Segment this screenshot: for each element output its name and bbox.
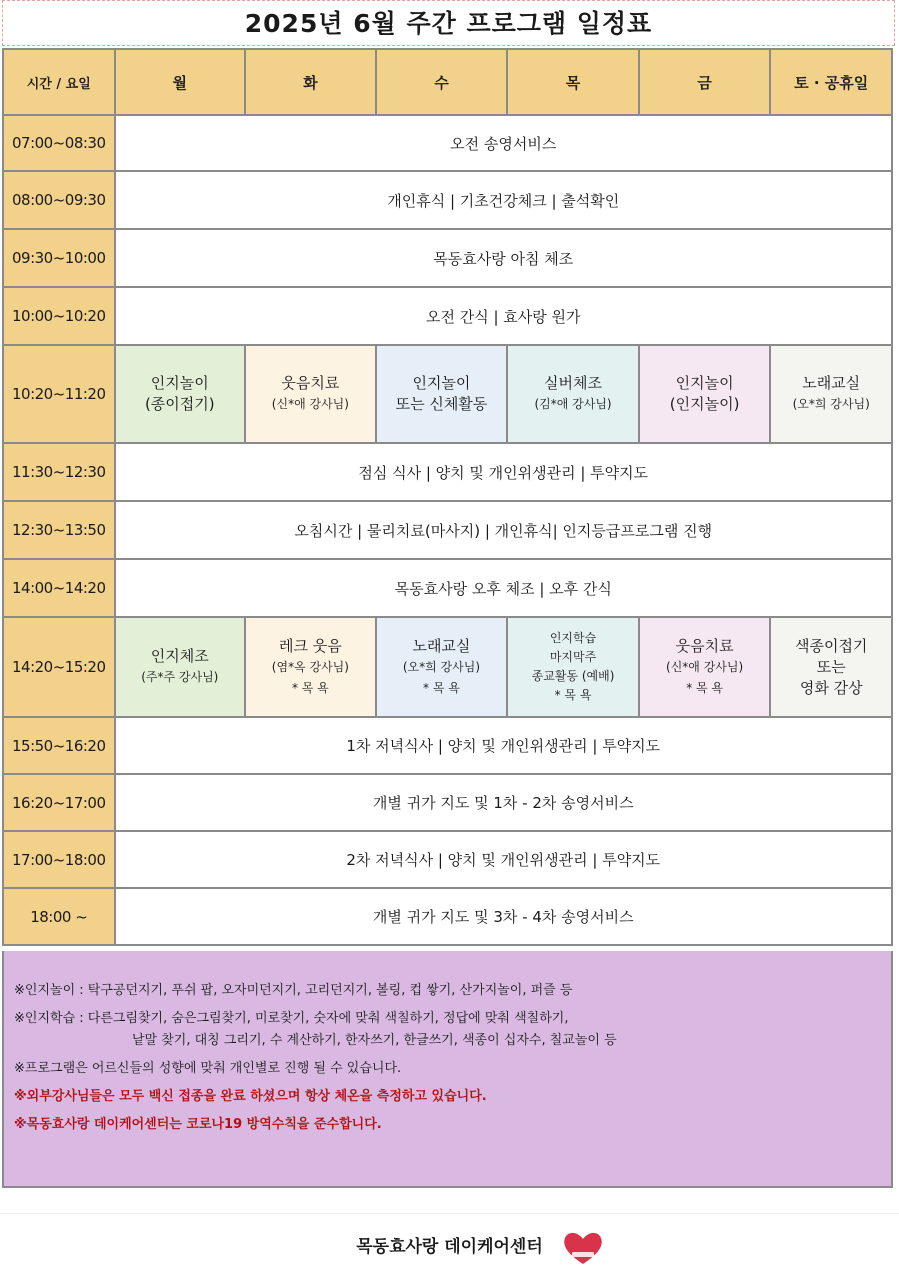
program-cell-wed bbox=[376, 345, 508, 443]
time-cell: 12:30~13:50 bbox=[3, 501, 115, 559]
program-cell-sat bbox=[770, 617, 892, 717]
footer-divider bbox=[0, 1213, 899, 1214]
time-cell: 18:00 ~ bbox=[3, 888, 115, 945]
note-cognitive-play: ※인지놀이 : 탁구공던지기, 푸쉬 팝, 오자미던지기, 고리던지기, 볼링, 컵 쌓기, 산가지놀이, 퍼즐 등 bbox=[14, 983, 573, 998]
program-detail: (신*애 강사님) bbox=[666, 659, 744, 674]
activity-cell: 1차 저녁식사 | 양치 및 개인위생관리 | 투약지도 bbox=[115, 717, 893, 774]
activity-cell: 2차 저녁식사 | 양치 및 개인위생관리 | 투약지도 bbox=[115, 831, 893, 888]
header-row bbox=[3, 49, 892, 115]
program-detail: (신*애 강사님) bbox=[271, 397, 349, 411]
activity-cell: 점심 식사 | 양치 및 개인위생관리 | 투약지도 bbox=[115, 443, 893, 501]
program-name: 인지놀이 bbox=[675, 374, 734, 392]
program-cell-wed bbox=[376, 617, 508, 717]
table-row bbox=[3, 717, 892, 774]
program-detail: 종교활동 (예배) bbox=[531, 669, 615, 683]
program-cell-mon bbox=[115, 617, 246, 717]
notes-panel bbox=[2, 951, 893, 1188]
header-fri: 금 bbox=[639, 49, 771, 115]
program-cell-fri bbox=[639, 617, 771, 717]
program-detail: (인지놀이) bbox=[669, 395, 740, 413]
program-detail: 또는 신체활동 bbox=[395, 395, 488, 413]
time-cell: 17:00~18:00 bbox=[3, 831, 115, 888]
table-row bbox=[3, 115, 892, 171]
program-detail: 영화 감상 bbox=[799, 678, 863, 697]
program-cell-thu bbox=[507, 617, 639, 717]
header-tue: 화 bbox=[245, 49, 376, 115]
program-note: * 목 욕 bbox=[423, 680, 460, 695]
note-vaccination: ※외부강사님들은 모두 백신 접종을 완료 하셨으며 항상 체온을 측정하고 있습니다. bbox=[14, 1089, 487, 1104]
note-cognitive-learning: ※인지학습 : 다른그림찾기, 숨은그림찾기, 미로찾기, 숫자에 맞춰 색칠하기, 정답에 맞춰 색칠하기, bbox=[14, 1011, 569, 1026]
activity-cell: 개별 귀가 지도 및 3차 - 4차 송영서비스 bbox=[115, 888, 893, 945]
time-cell: 08:00~09:30 bbox=[3, 171, 115, 229]
time-cell: 10:20~11:20 bbox=[3, 345, 115, 443]
program-name: 색종이접기 bbox=[794, 636, 868, 655]
schedule-table bbox=[2, 48, 893, 946]
program-detail: (오*희 강사님) bbox=[402, 659, 481, 674]
time-cell: 10:00~10:20 bbox=[3, 287, 115, 345]
table-row bbox=[3, 888, 892, 945]
activity-cell: 오전 송영서비스 bbox=[115, 115, 893, 171]
program-name: 인지놀이 bbox=[150, 374, 209, 392]
program-detail: (김*애 강사님) bbox=[534, 397, 612, 411]
table-row bbox=[3, 831, 892, 888]
activity-cell: 목동효사랑 오후 체조 | 오후 간식 bbox=[115, 559, 893, 617]
note-covid-rules: ※목동효사랑 데이케어센터는 코로나19 방역수칙을 준수합니다. bbox=[14, 1117, 382, 1132]
program-name: 인지학습 bbox=[549, 631, 597, 645]
activity-cell: 오침시간 | 물리치료(마사지) | 개인휴식| 인지등급프로그램 진행 bbox=[115, 501, 893, 559]
program-cell-fri bbox=[639, 345, 771, 443]
table-row bbox=[3, 171, 892, 229]
table-row bbox=[3, 774, 892, 831]
time-cell: 16:20~17:00 bbox=[3, 774, 115, 831]
page-title: 2025년 6월 주간 프로그램 일정표 bbox=[244, 9, 653, 38]
program-detail: (종이접기) bbox=[144, 395, 215, 413]
activity-cell: 개별 귀가 지도 및 1차 - 2차 송영서비스 bbox=[115, 774, 893, 831]
activity-cell: 오전 간식 | 효사랑 원가 bbox=[115, 287, 893, 345]
table-row bbox=[3, 287, 892, 345]
program-name: 실버체조 bbox=[544, 374, 602, 392]
title-box bbox=[2, 0, 895, 46]
time-cell: 14:20~15:20 bbox=[3, 617, 115, 717]
table-row bbox=[3, 229, 892, 287]
program-note: * 목 욕 bbox=[554, 688, 592, 702]
time-cell: 14:00~14:20 bbox=[3, 559, 115, 617]
table-row bbox=[3, 345, 892, 443]
header-sat-holiday: 토 · 공휴일 bbox=[770, 49, 892, 115]
program-detail: (염*옥 강사님) bbox=[271, 659, 349, 674]
program-cell-mon bbox=[115, 345, 246, 443]
time-cell: 11:30~12:30 bbox=[3, 443, 115, 501]
program-cell-sat bbox=[770, 345, 892, 443]
note-cognitive-learning-cont: 낱말 찾기, 대칭 그리기, 수 계산하기, 한자쓰기, 한글쓰기, 색종이 십자수, 칠교놀이 등 bbox=[132, 1033, 617, 1048]
program-name: 인지놀이 bbox=[412, 374, 471, 392]
program-detail: 마지막주 bbox=[549, 650, 597, 664]
table-row bbox=[3, 501, 892, 559]
program-name: 인지체조 bbox=[150, 647, 209, 665]
note-individual-program: ※프로그램은 어르신들의 성향에 맞춰 개인별로 진행 될 수 있습니다. bbox=[14, 1061, 402, 1076]
program-name: 웃음치료 bbox=[281, 374, 340, 392]
program-name: 노래교실 bbox=[802, 374, 861, 392]
time-cell: 09:30~10:00 bbox=[3, 229, 115, 287]
program-detail: (오*희 강사님) bbox=[792, 397, 870, 411]
program-cell-tue bbox=[245, 345, 376, 443]
program-detail: 또는 bbox=[816, 657, 846, 676]
program-name: 웃음치료 bbox=[675, 636, 734, 655]
table-row bbox=[3, 559, 892, 617]
program-detail: (주*주 강사님) bbox=[141, 670, 219, 684]
program-cell-thu bbox=[507, 345, 639, 443]
activity-cell: 목동효사랑 아침 체조 bbox=[115, 229, 893, 287]
program-name: 노래교실 bbox=[412, 636, 471, 655]
program-name: 레크 웃음 bbox=[279, 636, 342, 655]
table-row bbox=[3, 443, 892, 501]
heart-logo-icon bbox=[560, 1228, 606, 1268]
program-note: * 목 욕 bbox=[291, 680, 329, 695]
center-name: 목동효사랑 데이케어센터 bbox=[356, 1237, 543, 1257]
time-cell: 15:50~16:20 bbox=[3, 717, 115, 774]
header-mon: 월 bbox=[115, 49, 246, 115]
activity-cell: 개인휴식 | 기초건강체크 | 출석확인 bbox=[115, 171, 893, 229]
header-thu: 목 bbox=[507, 49, 639, 115]
time-cell: 07:00~08:30 bbox=[3, 115, 115, 171]
program-cell-tue bbox=[245, 617, 376, 717]
table-row bbox=[3, 617, 892, 717]
header-time-day: 시간 / 요일 bbox=[3, 49, 115, 115]
header-wed: 수 bbox=[376, 49, 508, 115]
program-note: * 목 욕 bbox=[686, 680, 724, 695]
